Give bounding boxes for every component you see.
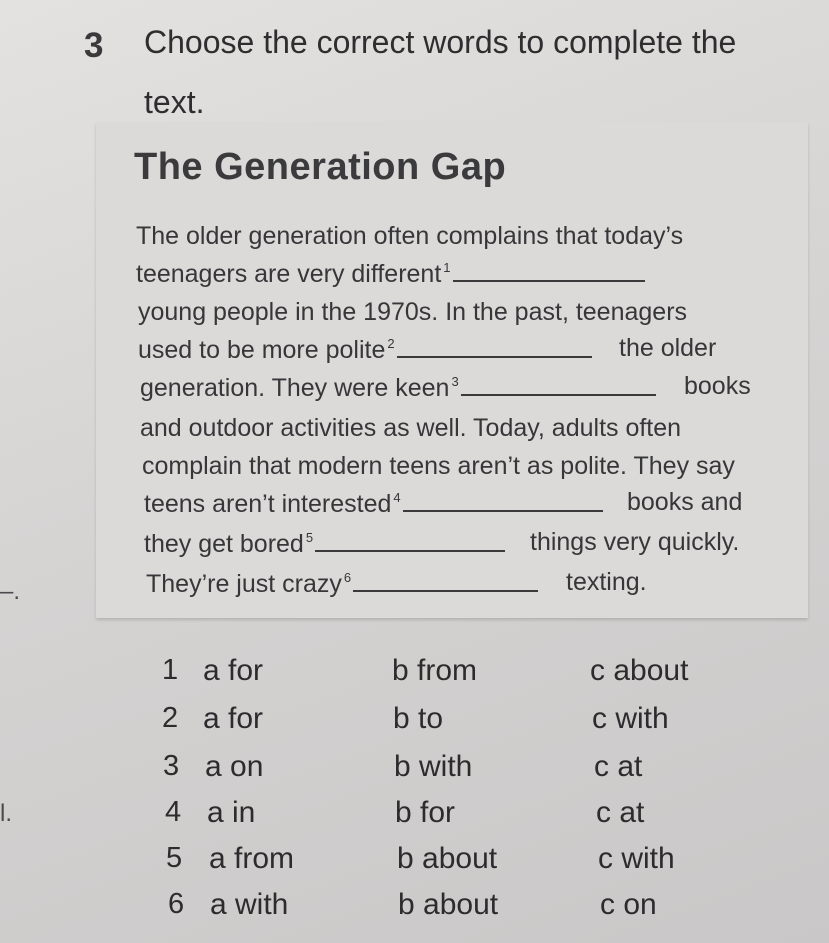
gap-number: 2: [387, 336, 395, 351]
option-b: b about: [398, 888, 499, 921]
passage-line-text: they get bored: [144, 530, 304, 558]
gap-number: 6: [343, 570, 352, 585]
exercise-number: 3: [84, 26, 104, 65]
gap-number: 1: [443, 260, 451, 275]
option-c: c with: [592, 702, 669, 735]
option-number: 4: [165, 796, 182, 828]
edge-mark-dash: –.: [0, 578, 21, 605]
passage-title: The Generation Gap: [134, 146, 507, 188]
passage-line: [136, 222, 776, 251]
option-c: c at: [596, 796, 645, 829]
passage-line-continuation: books and: [627, 488, 743, 516]
exercise-instruction: [144, 12, 804, 132]
passage-line: [146, 570, 786, 599]
gap-number: 4: [393, 490, 401, 505]
passage-line-text: generation. They were keen: [140, 374, 450, 402]
option-b: b from: [392, 654, 478, 687]
passage-line-text: teenagers are very different: [136, 260, 442, 288]
option-c: c on: [600, 888, 657, 921]
passage-line: [136, 260, 776, 289]
option-a: a for: [203, 654, 264, 687]
gap-number: 3: [451, 374, 459, 389]
answer-blank: [403, 506, 603, 512]
option-b: b about: [397, 842, 498, 875]
passage-line-continuation: books: [684, 372, 751, 400]
passage-line-continuation: texting.: [566, 568, 647, 596]
option-number: 2: [162, 702, 179, 734]
option-c: c at: [594, 750, 643, 783]
passage-line-continuation: things very quickly.: [530, 528, 740, 556]
passage-line: [142, 452, 782, 481]
option-a: a on: [205, 750, 264, 783]
answer-blank: [461, 390, 656, 396]
passage-line-text: teens aren’t interested: [144, 490, 392, 518]
option-c: c with: [598, 842, 675, 875]
passage-line-text: The older generation often complains that today’s: [136, 222, 684, 250]
edge-mark-l: l.: [0, 800, 12, 827]
option-number: 6: [168, 888, 185, 920]
instruction-line-2: text.: [144, 84, 205, 120]
option-a: a from: [209, 842, 295, 875]
option-a: a with: [210, 888, 289, 921]
answer-blank: [453, 276, 645, 282]
answer-blank: [397, 352, 592, 358]
option-b: b for: [395, 796, 456, 829]
option-a: a for: [203, 702, 264, 735]
option-number: 5: [166, 842, 183, 874]
passage-line-text: They’re just crazy: [146, 570, 342, 598]
option-a: a in: [207, 796, 256, 829]
option-b: b to: [393, 702, 444, 735]
passage-line-text: used to be more polite: [138, 336, 386, 364]
passage-line: [138, 298, 778, 327]
passage-line-text: young people in the 1970s. In the past, teenagers: [138, 298, 688, 326]
passage-line-text: complain that modern teens aren’t as polite. They say: [142, 452, 735, 480]
option-c: c about: [590, 654, 689, 687]
answer-blank: [315, 546, 505, 552]
gap-number: 5: [305, 530, 314, 545]
option-number: 1: [162, 654, 179, 686]
passage-line-continuation: the older: [619, 334, 717, 362]
answer-blank: [353, 586, 538, 592]
passage-line-text: and outdoor activities as well. Today, adults often: [140, 414, 682, 442]
option-b: b with: [394, 750, 473, 783]
passage-line: [140, 414, 780, 443]
option-number: 3: [163, 750, 180, 782]
instruction-line-1: Choose the correct words to complete the: [144, 24, 737, 60]
